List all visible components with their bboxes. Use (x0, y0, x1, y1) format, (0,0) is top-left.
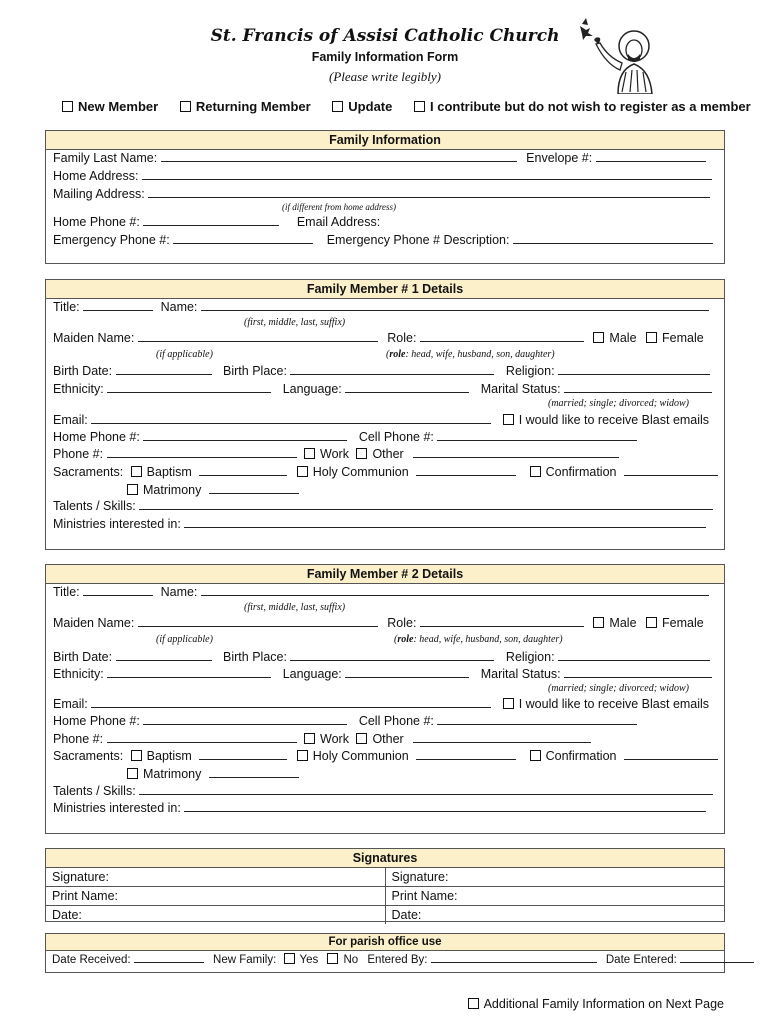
cell-phone-field[interactable] (437, 429, 637, 441)
parish-office-row (52, 951, 754, 966)
baptism-field[interactable] (199, 748, 287, 760)
phone-field[interactable] (107, 731, 297, 743)
confirmation-checkbox[interactable] (530, 466, 541, 477)
print-name-field-1[interactable]: Print Name: (46, 887, 386, 905)
member-2-matrimony-row (127, 766, 299, 781)
work-label: Work (320, 732, 349, 746)
matrimony-label: Matrimony (143, 483, 202, 497)
member-2-birth-row (53, 649, 710, 664)
phone-label: Phone #: (53, 447, 104, 461)
contribute-only-checkbox[interactable] (414, 101, 425, 112)
birth-place-label: Birth Place: (223, 364, 287, 378)
member-2-name-row (53, 584, 709, 599)
date-entered-label: Date Entered: (605, 954, 677, 966)
member-2-heading: Family Member # 2 Details (46, 565, 724, 584)
matrimony-field[interactable] (209, 766, 299, 778)
contribute-only-label: I contribute but do not wish to register as a member (429, 99, 751, 114)
home-phone-field[interactable] (143, 429, 347, 441)
member-1-matrimony-row (127, 482, 299, 497)
ministries-label: Ministries interested in: (53, 801, 181, 815)
other-phone-field[interactable] (413, 446, 619, 458)
date-received-field[interactable] (134, 951, 204, 963)
work-checkbox[interactable] (304, 448, 315, 459)
blast-email-checkbox[interactable] (503, 414, 514, 425)
signature-field-1[interactable]: Signature: (46, 868, 386, 886)
marital-status-label: Marital Status: (480, 382, 561, 396)
home-address-field[interactable] (142, 168, 712, 180)
sacraments-label: Sacraments: (53, 465, 124, 479)
member-2-email-row (53, 696, 709, 711)
language-label: Language: (282, 382, 342, 396)
religion-field[interactable] (558, 649, 710, 661)
other-checkbox[interactable] (356, 448, 367, 459)
additional-info-note (468, 997, 724, 1011)
member-1-sacraments-row (53, 464, 718, 479)
ethnicity-label: Ethnicity: (53, 667, 104, 681)
member-2-phone-row (53, 731, 591, 746)
religion-label: Religion: (505, 364, 555, 378)
signature-field-2[interactable]: Signature: (391, 870, 449, 884)
cell-phone-label: Cell Phone #: (358, 714, 434, 728)
blast-email-label: I would like to receive Blast emails (518, 413, 710, 427)
role-note: (role: head, wife, husband, son, daughter) (386, 349, 555, 360)
new-family-yes-label: Yes (299, 954, 319, 966)
marital-note: (married; single; divorced; widow) (548, 683, 689, 694)
parish-office-heading: For parish office use (46, 934, 724, 951)
talents-label: Talents / Skills: (53, 499, 136, 513)
role-note-bold: role (389, 349, 406, 360)
maiden-name-label: Maiden Name: (53, 331, 135, 345)
birth-date-label: Birth Date: (53, 650, 113, 664)
language-field[interactable] (345, 666, 469, 678)
name-note: (first, middle, last, suffix) (244, 317, 346, 328)
other-checkbox[interactable] (356, 733, 367, 744)
member-1-phone-row (53, 446, 619, 461)
role-note-text: : head, wife, husband, son, daughter) (413, 634, 563, 645)
maiden-name-field[interactable] (138, 615, 378, 627)
member-1-ethnicity-row (53, 381, 712, 396)
ministries-field[interactable] (184, 800, 706, 812)
birth-place-label: Birth Place: (223, 650, 287, 664)
holy-communion-checkbox[interactable] (297, 750, 308, 761)
mailing-address-field[interactable] (148, 186, 710, 198)
entered-by-label: Entered By: (367, 954, 428, 966)
new-family-no-label: No (343, 954, 359, 966)
title-field[interactable] (83, 584, 153, 596)
member-2-talents-row (53, 783, 713, 798)
home-address-row (53, 168, 712, 183)
home-phone-label: Home Phone #: (53, 430, 140, 444)
role-note-text: : head, wife, husband, son, daughter) (405, 349, 555, 360)
new-family-no-checkbox[interactable] (327, 953, 338, 964)
mailing-address-row (53, 186, 710, 201)
ethnicity-label: Ethnicity: (53, 382, 104, 396)
holy-communion-label: Holy Communion (312, 465, 409, 479)
ministries-label: Ministries interested in: (53, 517, 181, 531)
other-label: Other (372, 447, 404, 461)
phone-label: Phone #: (53, 732, 104, 746)
role-label: Role: (387, 616, 417, 630)
religion-label: Religion: (505, 650, 555, 664)
role-note-bold: role (397, 634, 414, 645)
blast-email-label: I would like to receive Blast emails (518, 697, 710, 711)
maiden-note: (if applicable) (156, 634, 213, 645)
female-label: Female (662, 331, 704, 345)
date-field-2[interactable]: Date: (391, 908, 422, 922)
name-label: Name: (160, 585, 198, 599)
birth-date-field[interactable] (116, 649, 212, 661)
baptism-field[interactable] (199, 464, 287, 476)
male-checkbox[interactable] (593, 332, 604, 343)
emergency-phone-label: Emergency Phone #: (53, 233, 170, 247)
member-1-name-row (53, 299, 709, 314)
ministries-field[interactable] (184, 516, 706, 528)
name-field[interactable] (201, 299, 709, 311)
title-label: Title: (53, 585, 80, 599)
home-phone-label: Home Phone #: (53, 215, 140, 229)
member-2-ministries-row (53, 800, 706, 815)
email-field[interactable] (91, 696, 491, 708)
signatures-heading: Signatures (46, 849, 724, 867)
blast-email-checkbox[interactable] (503, 698, 514, 709)
signatures-section (45, 848, 725, 922)
update-label: Update (348, 99, 393, 114)
home-phone-row (53, 214, 380, 229)
birth-date-field[interactable] (116, 363, 212, 375)
marital-status-label: Marital Status: (480, 667, 561, 681)
family-last-name-row (53, 150, 706, 165)
holy-communion-checkbox[interactable] (297, 466, 308, 477)
other-label: Other (372, 732, 404, 746)
role-label: Role: (387, 331, 417, 345)
phone-field[interactable] (107, 446, 297, 458)
title-label: Title: (53, 300, 80, 314)
date-entered-field[interactable] (680, 951, 754, 963)
talents-label: Talents / Skills: (53, 784, 136, 798)
title-field[interactable] (83, 299, 153, 311)
member-1-heading: Family Member # 1 Details (46, 280, 724, 299)
language-field[interactable] (345, 381, 469, 393)
birth-date-label: Birth Date: (53, 364, 113, 378)
new-family-label: New Family: (213, 954, 277, 966)
matrimony-checkbox[interactable] (127, 768, 138, 779)
family-last-name-field[interactable] (161, 150, 517, 162)
member-1-email-row (53, 412, 709, 427)
registration-options (62, 99, 769, 114)
name-note: (first, middle, last, suffix) (244, 602, 346, 613)
confirmation-checkbox[interactable] (530, 750, 541, 761)
returning-member-checkbox[interactable] (180, 101, 191, 112)
email-label: Email: (53, 697, 88, 711)
member-1-talents-row (53, 498, 713, 513)
church-name: St. Francis of Assisi Catholic Church (210, 26, 560, 46)
holy-communion-label: Holy Communion (312, 749, 409, 763)
female-label: Female (662, 616, 704, 630)
update-checkbox[interactable] (332, 101, 343, 112)
female-checkbox[interactable] (646, 332, 657, 343)
date-field-1[interactable]: Date: (46, 906, 386, 924)
ethnicity-field[interactable] (107, 666, 271, 678)
member-1-section (45, 279, 725, 550)
work-label: Work (320, 447, 349, 461)
confirmation-field[interactable] (624, 748, 718, 760)
form-note: (Please write legibly) (329, 69, 441, 84)
email-address-label: Email Address: (296, 215, 381, 229)
confirmation-label: Confirmation (545, 465, 617, 479)
form-title: Family Information Form (311, 50, 459, 64)
maiden-name-label: Maiden Name: (53, 616, 135, 630)
mailing-address-label: Mailing Address: (53, 187, 145, 201)
cell-phone-label: Cell Phone #: (358, 430, 434, 444)
member-1-maiden-row (53, 330, 704, 345)
saint-francis-logo (572, 14, 668, 94)
email-label: Email: (53, 413, 88, 427)
maiden-note: (if applicable) (156, 349, 213, 360)
baptism-checkbox[interactable] (131, 466, 142, 477)
male-checkbox[interactable] (593, 617, 604, 628)
emergency-phone-row (53, 232, 713, 247)
emergency-description-label: Emergency Phone # Description: (326, 233, 510, 247)
member-1-ministries-row (53, 516, 706, 531)
print-name-field-2[interactable]: Print Name: (391, 889, 458, 903)
confirmation-field[interactable] (624, 464, 718, 476)
female-checkbox[interactable] (646, 617, 657, 628)
confirmation-label: Confirmation (545, 749, 617, 763)
family-info-heading: Family Information (46, 131, 724, 150)
family-info-section (45, 130, 725, 264)
holy-communion-field[interactable] (416, 464, 516, 476)
baptism-label: Baptism (146, 465, 192, 479)
member-1-birth-row (53, 363, 710, 378)
role-note: (role: head, wife, husband, son, daughter) (394, 634, 563, 645)
male-label: Male (609, 331, 637, 345)
role-field[interactable] (420, 330, 584, 342)
emergency-description-field[interactable] (513, 232, 713, 244)
family-last-name-label: Family Last Name: (53, 151, 158, 165)
work-checkbox[interactable] (304, 733, 315, 744)
signature-row (46, 867, 724, 886)
male-label: Male (609, 616, 637, 630)
baptism-checkbox[interactable] (131, 750, 142, 761)
date-received-label: Date Received: (52, 954, 131, 966)
name-label: Name: (160, 300, 198, 314)
talents-field[interactable] (139, 783, 713, 795)
mailing-note: (if different from home address) (282, 202, 396, 212)
baptism-label: Baptism (146, 749, 192, 763)
matrimony-label: Matrimony (143, 767, 202, 781)
home-address-label: Home Address: (53, 169, 139, 183)
additional-info-label: Additional Family Information on Next Page (483, 997, 724, 1011)
marital-status-field[interactable] (564, 381, 712, 393)
member-2-maiden-row (53, 615, 704, 630)
envelope-field[interactable] (596, 150, 706, 162)
ethnicity-field[interactable] (107, 381, 271, 393)
new-member-checkbox[interactable] (62, 101, 73, 112)
birth-place-field[interactable] (290, 649, 494, 661)
role-field[interactable] (420, 615, 584, 627)
home-phone-label: Home Phone #: (53, 714, 140, 728)
email-field[interactable] (91, 412, 491, 424)
home-phone-field[interactable] (143, 713, 347, 725)
member-2-ethnicity-row (53, 666, 712, 681)
talents-field[interactable] (139, 498, 713, 510)
matrimony-checkbox[interactable] (127, 484, 138, 495)
member-1-phones-row (53, 429, 637, 444)
home-phone-field[interactable] (143, 214, 279, 226)
member-2-phones-row (53, 713, 637, 728)
emergency-phone-field[interactable] (173, 232, 313, 244)
print-name-row (46, 886, 724, 905)
marital-status-field[interactable] (564, 666, 712, 678)
language-label: Language: (282, 667, 342, 681)
marital-note: (married; single; divorced; widow) (548, 398, 689, 409)
name-field[interactable] (201, 584, 709, 596)
other-phone-field[interactable] (413, 731, 591, 743)
religion-field[interactable] (558, 363, 710, 375)
additional-info-checkbox[interactable] (468, 998, 479, 1009)
entered-by-field[interactable] (431, 951, 597, 963)
holy-communion-field[interactable] (416, 748, 516, 760)
cell-phone-field[interactable] (437, 713, 637, 725)
returning-member-label: Returning Member (195, 99, 311, 114)
parish-office-section (45, 933, 725, 973)
envelope-label: Envelope #: (526, 151, 593, 165)
date-row (46, 905, 724, 924)
birth-place-field[interactable] (290, 363, 494, 375)
maiden-name-field[interactable] (138, 330, 378, 342)
sacraments-label: Sacraments: (53, 749, 124, 763)
new-member-label: New Member (78, 99, 159, 114)
member-2-section (45, 564, 725, 834)
matrimony-field[interactable] (209, 482, 299, 494)
new-family-yes-checkbox[interactable] (284, 953, 295, 964)
member-2-sacraments-row (53, 748, 718, 763)
